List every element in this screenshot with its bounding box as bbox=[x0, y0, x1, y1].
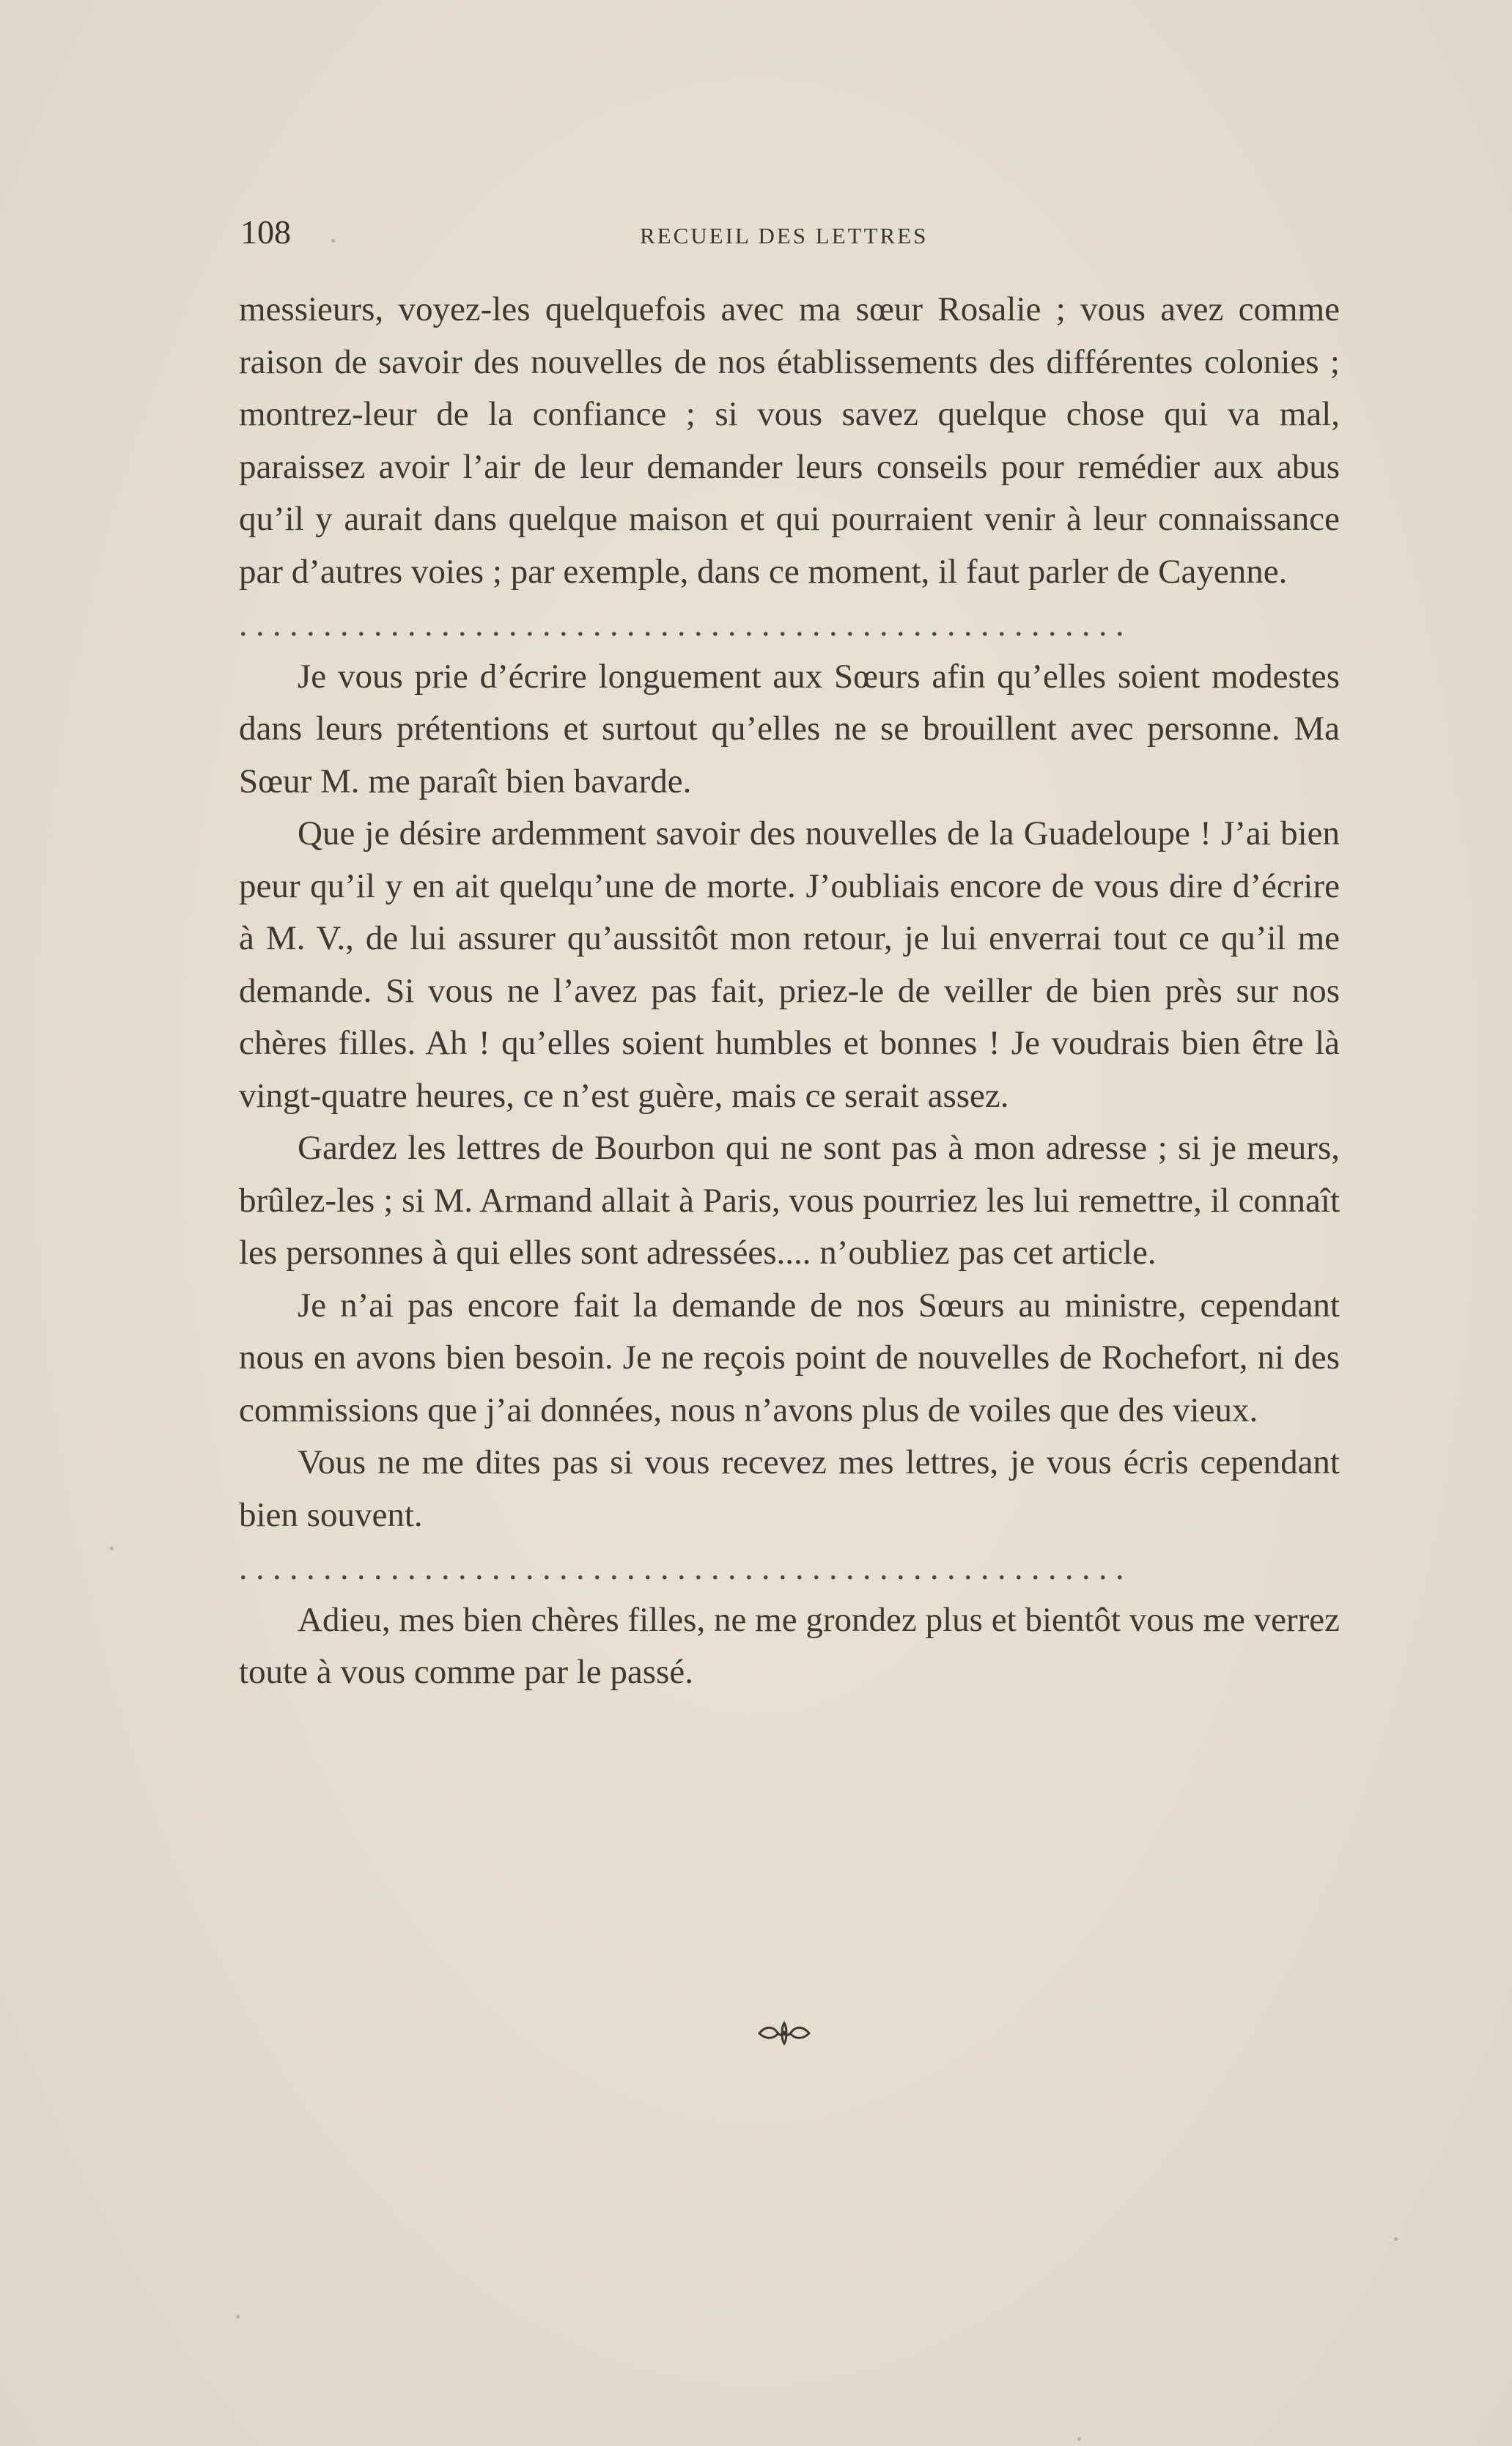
paragraph-7: Adieu, mes bien chères filles, ne me grondez plus et bientôt vous me verrez toute à vous comme par le passé. bbox=[239, 1600, 1340, 1691]
paper-speck bbox=[1394, 2237, 1398, 2241]
running-head: RECUEIL DES LETTRES bbox=[640, 223, 929, 248]
paragraph-3: Que je désire ardemment savoir des nouvelles de la Guadeloupe ! J’ai bien peur qu’il y en ait quelqu’une de morte. J’oubliais encore de vous dire d’écrire à M. V., de lui assurer qu’aussitôt mon retour, je lui enverrai tout ce qu’il me demande. Si vous ne l’avez pas fait, priez-le de veiller de bien près sur nos chères filles. Ah ! qu’elles soient humbles et bonnes ! Je voudrais bien être là vingt-quatre heures, ce n’est guère, mais ce serait assez. bbox=[239, 814, 1340, 1115]
paper-speck bbox=[331, 239, 335, 243]
ellipsis-row-1: . . . . . . . . . . . . . . . . . . . . . . . . . . . . . . . . . . . . . . . . . . . . . . . . . . . . . bbox=[239, 605, 1124, 643]
page-number: 108 bbox=[240, 213, 291, 251]
paragraph-6: Vous ne me dites pas si vous recevez mes lettres, je vous écris cependant bien souvent. bbox=[239, 1443, 1340, 1534]
ellipsis-row-2: . . . . . . . . . . . . . . . . . . . . . . . . . . . . . . . . . . . . . . . . . . . . . . . . . . . . . bbox=[239, 1549, 1124, 1586]
paragraph-4: Gardez les lettres de Bourbon qui ne sont pas à mon adresse ; si je meurs, brûlez-les ; si M. Armand allait à Paris, vous pourriez les lui remettre, il connaît les personnes à qui elles sont adressées.... n’oubliez pas cet article. bbox=[239, 1129, 1340, 1272]
paragraph-5: Je n’ai pas encore fait la demande de nos Sœurs au ministre, cependant nous en avons bien besoin. Je ne reçois point de nouvelles de Rochefort, ni des commissions que j’ai données, nous n’avons plus de voiles que des vieux. bbox=[239, 1286, 1340, 1429]
paper-speck bbox=[1077, 2437, 1081, 2441]
paper-speck bbox=[110, 1547, 114, 1550]
paper-speck bbox=[236, 2315, 240, 2318]
letter-body bbox=[239, 284, 1340, 1699]
paragraph-1: messieurs, voyez-les quelquefois avec ma sœur Rosalie ; vous avez comme raison de savoir des nouvelles de nos établissements des différentes colonies ; montrez-leur de la confiance ; si vous savez quelque chose qui va mal, paraissez avoir l’air de leur demander leurs conseils pour remédier aux abus qu’il y aurait dans quelque maison et qui pourraient venir à leur connaissance par d’autres voies ; par exemple, dans ce moment, il faut parler de Cayenne. bbox=[239, 290, 1340, 591]
paragraph-2: Je vous prie d’écrire longuement aux Sœurs afin qu’elles soient modestes dans leurs prétentions et surtout qu’elles ne se brouillent avec personne. Ma Sœur M. me paraît bien bavarde. bbox=[239, 657, 1340, 800]
page-header bbox=[240, 207, 1340, 258]
fleuron-icon bbox=[755, 2017, 814, 2047]
